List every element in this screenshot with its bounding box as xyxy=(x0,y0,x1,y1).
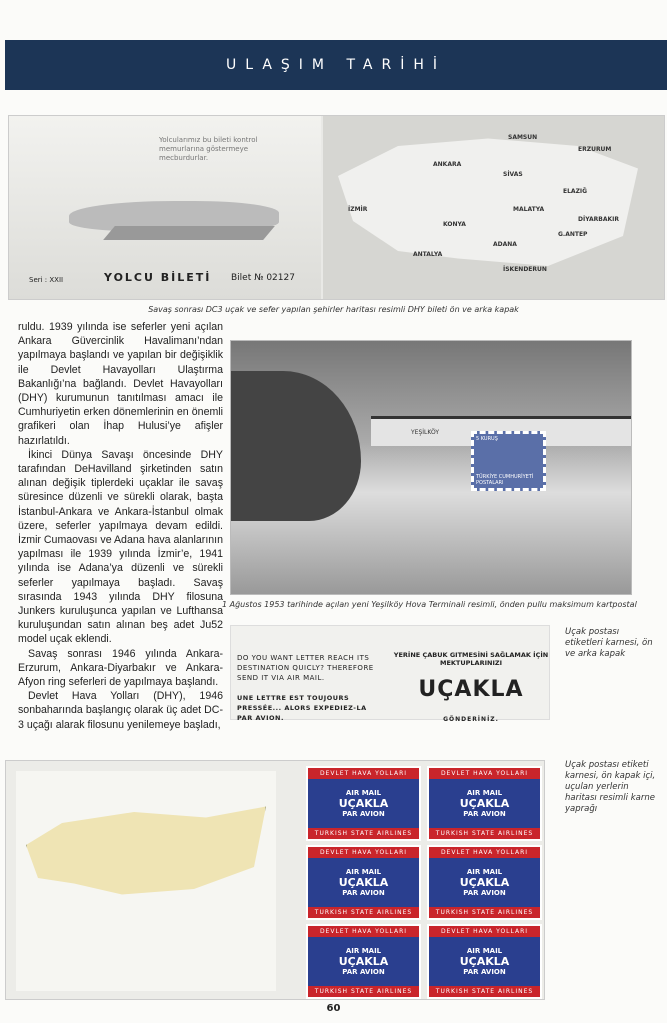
top-caption: Savaş sonrası DC3 uçak ve sefer yapılan şehirler haritası resimli DHY bileti ön ve arka kapak xyxy=(148,305,519,314)
plane-fuselage xyxy=(231,371,361,521)
turkey-map xyxy=(338,131,638,281)
map-label: ELAZIĞ xyxy=(563,188,588,195)
label-top: DEVLET HAVA YOLLARI xyxy=(308,926,419,937)
terminal-postcard xyxy=(230,340,632,595)
map-label: KONYA xyxy=(443,221,466,228)
postage-stamp xyxy=(471,431,546,491)
label-bottom: TURKISH STATE AIRLINES xyxy=(308,907,419,918)
label-top: DEVLET HAVA YOLLARI xyxy=(308,768,419,779)
label-air-mail: AIR MAIL xyxy=(345,789,382,797)
french-text: UNE LETTRE EST TOUJOURS PRESSÉE... ALORS EXPEDIEZ-LA PAR AVION. xyxy=(237,694,367,722)
label-bottom: TURKISH STATE AIRLINES xyxy=(308,828,419,839)
english-text: DO YOU WANT LETTER REACH ITS DESTINATION QUICLY? THEREFORE SEND IT VIA AIR MAIL. xyxy=(237,654,374,682)
paragraph: Savaş sonrası 1946 yılında Ankara-Erzurum, Ankara-Diyarbakır ve Ankara-Afyon ring seferleri de yapılmaya başlandı. xyxy=(18,647,223,689)
ticket-text: Yolcularımız bu bileti kontrol memurlarına göstermeye mecburdurlar. xyxy=(159,136,258,162)
ticket-image xyxy=(8,115,665,300)
label-top: DEVLET HAVA YOLLARI xyxy=(429,768,540,779)
map-label: İSKENDERUN xyxy=(503,266,547,273)
map-label: ERZURUM xyxy=(578,146,612,153)
map-label: ADANA xyxy=(493,241,517,248)
airmail-label xyxy=(427,766,542,841)
label-par-avion: PAR AVION xyxy=(463,968,506,976)
label-par-avion: PAR AVION xyxy=(342,889,385,897)
label-bottom: TURKISH STATE AIRLINES xyxy=(308,986,419,997)
label-ucakla: UÇAKLA xyxy=(459,955,510,968)
turkey-route-map xyxy=(26,801,266,911)
route-map xyxy=(16,771,276,991)
airmail-booklet-cover xyxy=(230,625,550,723)
label-bottom: TURKISH STATE AIRLINES xyxy=(429,828,540,839)
label-air-mail: AIR MAIL xyxy=(466,789,503,797)
body-text xyxy=(18,320,223,732)
label-bottom: TURKISH STATE AIRLINES xyxy=(429,986,540,997)
terminal-sign: YEŞİLKÖY xyxy=(411,429,440,436)
card-caption: Uçak postası etiketleri karnesi, ön ve arka kapak xyxy=(565,627,653,659)
plane-wing xyxy=(103,226,275,240)
airmail-label xyxy=(427,924,542,999)
label-par-avion: PAR AVION xyxy=(342,810,385,818)
gonderiniz-text: GÖNDERİNİZ. xyxy=(443,716,499,723)
label-ucakla: UÇAKLA xyxy=(338,955,389,968)
map-label: SAMSUN xyxy=(508,134,538,141)
airmail-label xyxy=(306,924,421,999)
map-label: MALATYA xyxy=(513,206,545,213)
map-label: G.ANTEP xyxy=(558,231,588,238)
label-ucakla: UÇAKLA xyxy=(459,797,510,810)
ticket-number: Bilet № 02127 xyxy=(231,273,295,283)
airmail-label xyxy=(427,845,542,920)
ticket-map xyxy=(323,116,665,300)
airmail-label xyxy=(306,766,421,841)
stamp-value: 5 KURUŞ xyxy=(476,436,498,442)
label-top: DEVLET HAVA YOLLARI xyxy=(429,926,540,937)
label-top: DEVLET HAVA YOLLARI xyxy=(429,847,540,858)
cover-back xyxy=(231,626,391,721)
label-top: DEVLET HAVA YOLLARI xyxy=(308,847,419,858)
label-air-mail: AIR MAIL xyxy=(345,947,382,955)
label-air-mail: AIR MAIL xyxy=(466,947,503,955)
ticket-series: Seri : XXII xyxy=(29,276,64,284)
map-label: ANKARA xyxy=(433,161,462,168)
paragraph: ruldu. 1939 yılında ise seferler yeni açılan Ankara Güvercinlik Havalimanı’ndan yapılmaya başlandı ve yapılan bir değişiklik ile Devlet Havayolları Ulaştırma Bakanlığı’na bağlandı. Devlet Havayolları (DHY) kurumunun tanıtılması amacı ile Cumhuriyetin erken dönemlerinin en önemli grafikeri olan İhap Hulusi’ye afişler hazırlatıldı. xyxy=(18,321,223,447)
ticket-title: YOLCU BİLETİ xyxy=(104,271,212,284)
ucakla-text: UÇAKLA xyxy=(418,677,524,702)
stamp-text: TÜRKİYE CUMHURİYETİ POSTALARI xyxy=(476,474,534,486)
label-par-avion: PAR AVION xyxy=(463,810,506,818)
map-label: İZMİR xyxy=(348,206,368,213)
label-air-mail: AIR MAIL xyxy=(466,868,503,876)
stamps-caption: Uçak postası etiketi karnesi, ön kapak içi, uçulan yerlerin haritası resimli karne yaprağı xyxy=(565,760,656,814)
label-ucakla: UÇAKLA xyxy=(338,876,389,889)
map-label: DİYARBAKIR xyxy=(578,216,619,223)
cover-front xyxy=(391,626,551,721)
section-header: ULAŞIM TARİHİ xyxy=(5,40,667,90)
label-par-avion: PAR AVION xyxy=(463,889,506,897)
paragraph: İkinci Dünya Savaşı öncesinde DHY tarafından DeHavilland şirketinden satın alınan değişik tiplerdeki uçaklar ile savaş süresince düzenli ve sürekli olarak, başta İstanbul-Ankara ve Ankara-İstanbul olmak üzere, seferler yapılmaya devam edildi. İzmir Cumaovası ve Adana hava alanlarının yapılması ile 1939 yılında İzmir’e, 1941 yılında ise Adana’ya düzenli ve sürekli seferler yapılmaya başladı. Savaş sırasında 1943 yılında DHY filosuna Junkers kuruluşunca yapılan ve Lufthansa kuruluşundan satın alınan beş adet Ju52 model uçak eklendi. xyxy=(18,448,223,646)
label-air-mail: AIR MAIL xyxy=(345,868,382,876)
turkish-text: YERİNE ÇABUK GITMESİNİ SAĞLAMAK İÇİN MEKTUPLARINIZI xyxy=(393,651,549,667)
map-label: ANTALYA xyxy=(413,251,443,258)
ticket-front xyxy=(9,116,321,300)
label-bottom: TURKISH STATE AIRLINES xyxy=(429,907,540,918)
map-label: SİVAS xyxy=(503,171,523,178)
label-par-avion: PAR AVION xyxy=(342,968,385,976)
label-ucakla: UÇAKLA xyxy=(459,876,510,889)
stamp-grid xyxy=(306,766,542,999)
page-number: 60 xyxy=(326,1003,341,1014)
paragraph: Devlet Hava Yolları (DHY), 1946 sonbaharında başlangıç olarak üç adet DC-3 uçağı alarak filosunu yenilemeye başladı, xyxy=(18,690,223,731)
airmail-label xyxy=(306,845,421,920)
airmail-stamp-sheet xyxy=(5,760,545,1000)
photo-caption: 1 Ağustos 1953 tarihinde açılan yeni Yeşilköy Hova Terminali resimli, önden pullu maksimum kartpostal xyxy=(222,600,637,609)
label-ucakla: UÇAKLA xyxy=(338,797,389,810)
